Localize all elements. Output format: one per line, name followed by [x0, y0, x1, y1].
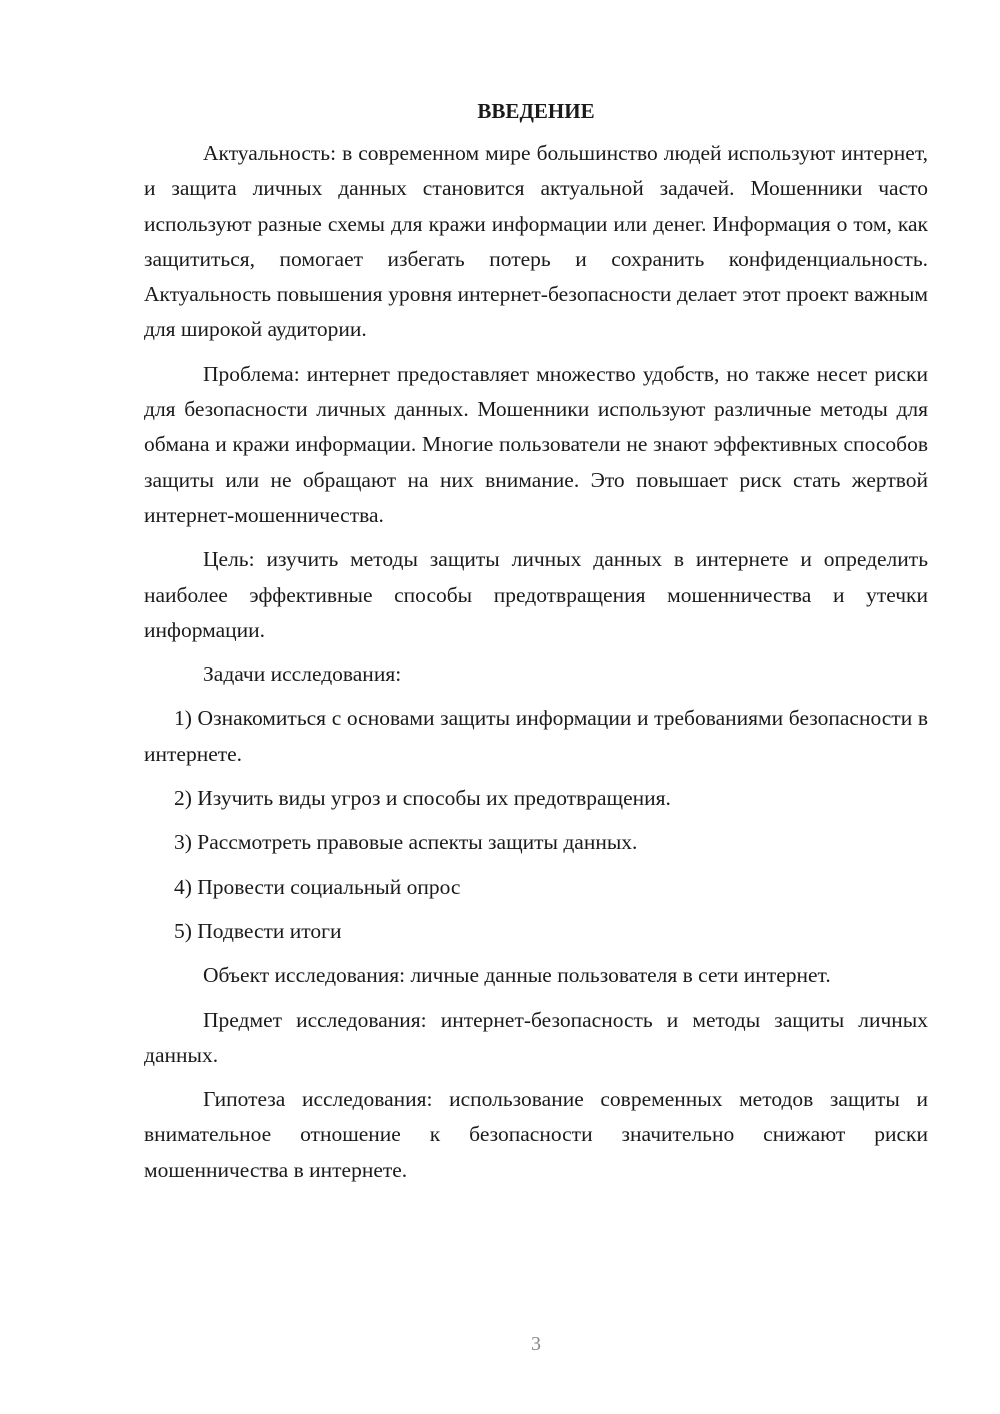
tasks-heading: Задачи исследования: [203, 662, 402, 687]
relevance-paragraph: Актуальность: в современном мире большинство людей используют интернет, и защита личных данных становится актуальной задачей. Мошенники часто используют разные схемы для кражи информации или денег. Информация о том, как защититься, помогает избегать потерь и сохранить конфиденциальность. Актуальность повышения уровня интернет-безопасности делает этот проект важным для широкой аудитории. [144, 141, 928, 342]
page-number: 3 [531, 1333, 541, 1355]
hypothesis-paragraph: Гипотеза исследования: использование современных методов защиты и внимательное отношение к безопасности значительно снижают риски мошенничества в интернете. [144, 1087, 928, 1182]
page-title: ВВЕДЕНИЕ [477, 99, 595, 123]
task-list-item-5: 5) Подвести итоги [174, 918, 342, 943]
task-list-item-2: 2) Изучить виды угроз и способы их предотвращения. [174, 786, 671, 811]
task-list-item-4: 4) Провести социальный опрос [174, 874, 461, 899]
task-list-item-1: 1) Ознакомиться с основами защиты информации и требованиями безопасности в интернете. [144, 706, 928, 766]
subject-paragraph: Предмет исследования: интернет-безопасность и методы защиты личных данных. [144, 1007, 928, 1067]
object-paragraph: Объект исследования: личные данные пользователя в сети интернет. [203, 963, 831, 988]
goal-paragraph: Цель: изучить методы защиты личных данных в интернете и определить наиболее эффективные способы предотвращения мошенничества и утечки информации. [144, 547, 928, 642]
task-list-item-3: 3) Рассмотреть правовые аспекты защиты данных. [174, 830, 638, 855]
page-content [144, 94, 928, 1197]
problem-paragraph: Проблема: интернет предоставляет множество удобств, но также несет риски для безопасности личных данных. Мошенники используют различные методы для обмана и кражи информации. Многие пользователи не знают эффективных способов защиты или не обращают на них внимание. Это повышает риск стать жертвой интернет-мошенничества. [144, 361, 928, 527]
